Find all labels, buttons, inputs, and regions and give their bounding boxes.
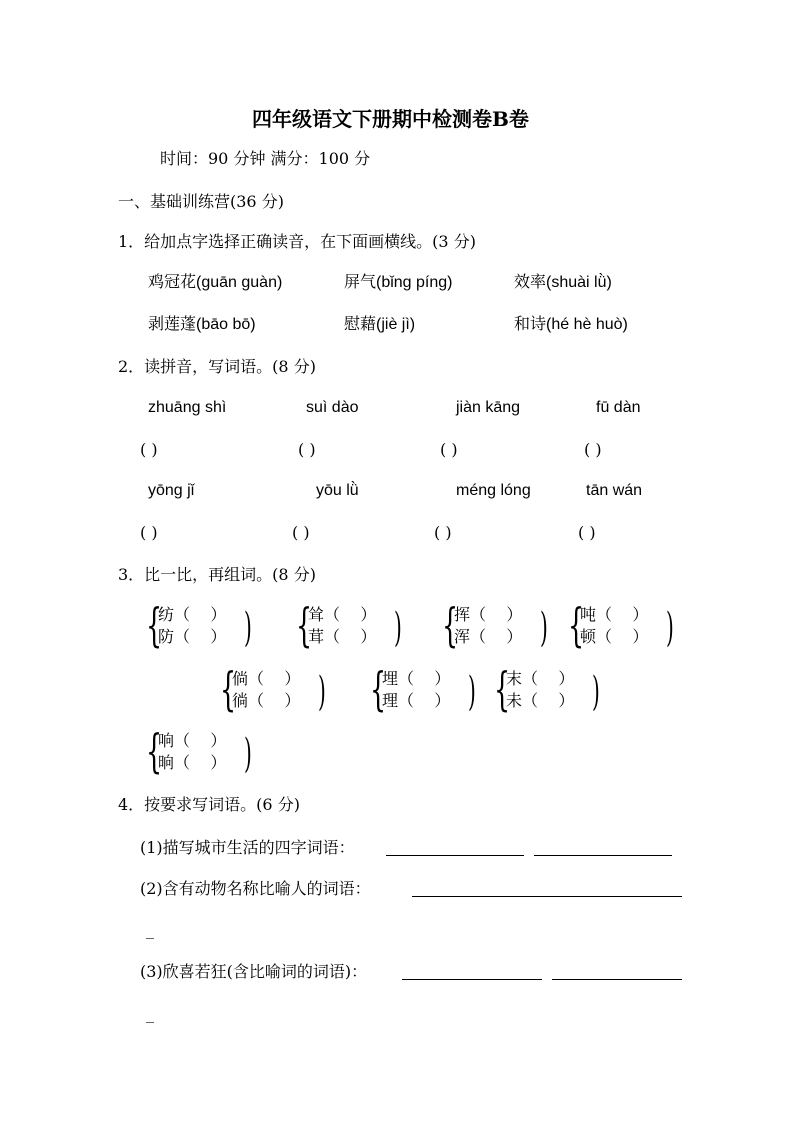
answer-line-continuation: _ [146,1004,154,1023]
left-brace: { [220,662,237,716]
char-pair-bottom[interactable]: 徜（ ） [232,691,301,710]
right-paren: ) [468,669,476,715]
char-pair-bottom[interactable]: 茸（ ） [308,627,377,646]
q1-item: 剥莲蓬(bāo bō) [148,316,256,333]
question-1-prompt: 1．给加点字选择正确读音，在下面画横线。(3 分) [118,232,476,251]
exam-info: 时间：90 分钟 满分：100 分 [160,149,371,168]
answer-line[interactable] [534,855,672,856]
answer-blank[interactable]: ( ) [440,440,458,459]
left-brace: { [494,662,511,716]
left-brace: { [568,598,585,652]
char-pair-bottom[interactable]: 防（ ） [158,627,227,646]
char-pair-bottom[interactable]: 浑（ ） [454,627,523,646]
answer-blank[interactable]: ( ) [434,523,452,542]
q2-pinyin: yōu lǜ [316,482,359,499]
right-paren: ) [666,605,674,651]
answer-blank[interactable]: ( ) [578,523,596,542]
answer-blank[interactable]: ( ) [298,440,316,459]
q4-sub-3: (3)欣喜若狂(含比喻词的词语)： [140,962,368,981]
answer-blank[interactable]: ( ) [292,523,310,542]
question-3-prompt: 3．比一比，再组词。(8 分) [118,565,316,584]
q1-item: 鸡冠花(guān guàn) [148,274,283,291]
answer-blank[interactable]: ( ) [140,523,158,542]
q2-pinyin: jiàn kāng [456,399,521,416]
answer-line[interactable] [386,855,524,856]
char-pair-bottom[interactable]: 晌（ ） [158,753,227,772]
left-brace: { [296,598,313,652]
q1-item: 效率(shuài lǜ) [514,274,612,291]
right-paren: ) [592,669,600,715]
q2-pinyin: yōng jǐ [148,482,195,499]
q2-pinyin: zhuāng shì [148,399,227,416]
page-title: 四年级语文下册期中检测卷B卷 [252,107,529,131]
answer-line-continuation: _ [146,920,154,939]
q4-sub-1: (1)描写城市生活的四字词语： [140,838,355,857]
char-pair-bottom[interactable]: 未（ ） [506,691,575,710]
char-pair-top[interactable]: 纺（ ） [158,605,227,624]
answer-line[interactable] [402,979,542,980]
char-pair-bottom[interactable]: 顿（ ） [580,627,649,646]
q1-item: 屏气(bǐng píng) [344,274,453,291]
char-pair-top[interactable]: 倘（ ） [232,669,301,688]
right-paren: ) [394,605,402,651]
right-paren: ) [244,605,252,651]
char-pair-top[interactable]: 耸（ ） [308,605,377,624]
q1-item: 慰藉(jiè jì) [344,316,416,333]
right-paren: ) [540,605,548,651]
char-pair-top[interactable]: 吨（ ） [580,605,649,624]
q1-item: 和诗(hé hè huò) [514,316,628,333]
char-pair-bottom[interactable]: 理（ ） [382,691,451,710]
left-brace: { [146,724,163,778]
q4-sub-2: (2)含有动物名称比喻人的词语： [140,879,371,898]
q2-pinyin: tān wán [586,482,643,499]
question-2-prompt: 2．读拼音，写词语。(8 分) [118,357,316,376]
char-pair-top[interactable]: 埋（ ） [382,669,451,688]
right-paren: ) [318,669,326,715]
section-heading: 一、基础训练营(36 分) [118,192,284,211]
left-brace: { [146,598,163,652]
answer-blank[interactable]: ( ) [584,440,602,459]
left-brace: { [442,598,459,652]
char-pair-top[interactable]: 响（ ） [158,731,227,750]
answer-line[interactable] [412,896,682,897]
q2-pinyin: fū dàn [596,399,641,416]
answer-blank[interactable]: ( ) [140,440,158,459]
char-pair-top[interactable]: 末（ ） [506,669,575,688]
answer-line[interactable] [552,979,682,980]
left-brace: { [370,662,387,716]
right-paren: ) [244,731,252,777]
q2-pinyin: suì dào [306,399,359,416]
question-4-prompt: 4．按要求写词语。(6 分) [118,795,300,814]
char-pair-top[interactable]: 挥（ ） [454,605,523,624]
q2-pinyin: méng lóng [456,482,531,499]
